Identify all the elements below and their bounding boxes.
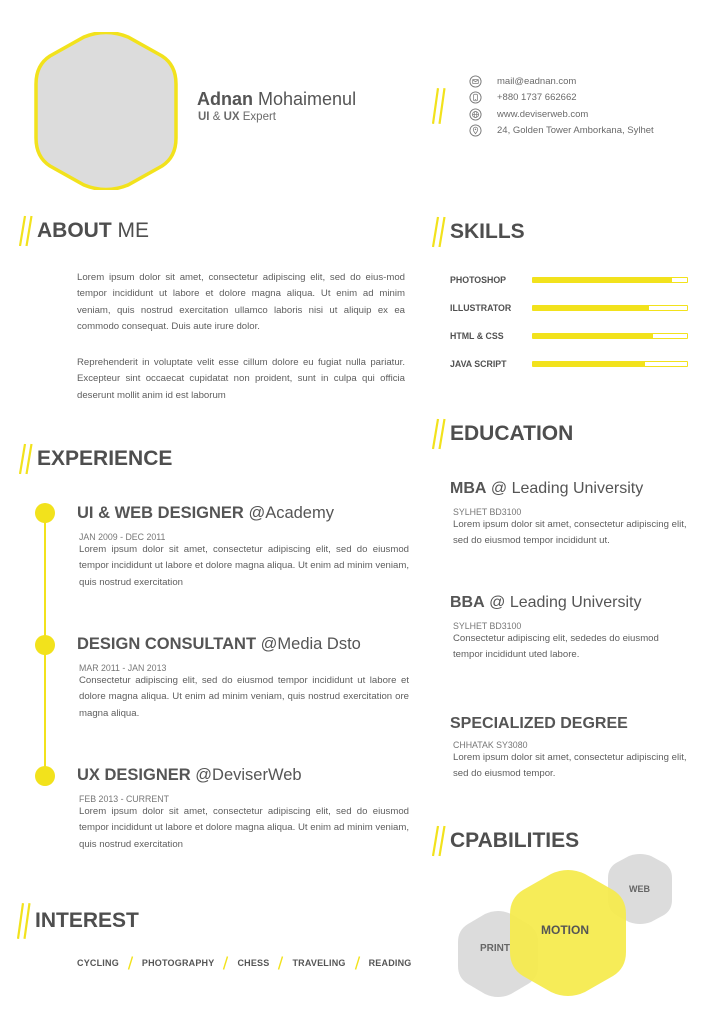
capability-label-motion: MOTION (541, 923, 589, 937)
skills-heading (432, 216, 525, 248)
skill-row (450, 272, 690, 288)
degree-name: BBA (450, 594, 485, 611)
heading-slash (432, 825, 446, 857)
about-heading-rest: ME (117, 219, 150, 242)
interest-list (77, 956, 412, 970)
heading-slash (19, 215, 33, 247)
contact-text: mail@eadnan.com (497, 75, 577, 87)
person-title (198, 111, 276, 123)
title-ui: UI (198, 111, 210, 123)
contact-text: +880 1737 662662 (497, 92, 577, 104)
contact-text: www.deviserweb.com (497, 108, 589, 120)
skill-bar (532, 333, 688, 339)
skill-name: ILLUSTRATOR (450, 303, 512, 313)
timeline-dot (35, 503, 55, 523)
education-description: Lorem ipsum dolor sit amet, consectetur adipiscing elit, sed do eiusmod tempor. (453, 752, 687, 780)
interest-separator (127, 956, 134, 970)
heading-slash (19, 443, 33, 475)
education-location: SYLHET BD3100 (453, 621, 522, 631)
job-entry (77, 635, 409, 722)
education-heading-text: EDUCATION (450, 422, 574, 445)
experience-heading-text: EXPERIENCE (37, 447, 173, 470)
first-name: Adnan (197, 89, 253, 109)
education-item (450, 594, 690, 664)
skill-name: PHOTOSHOP (450, 275, 507, 285)
interest-separator (277, 956, 284, 970)
education-item (450, 715, 690, 783)
job-date: MAR 2011 - JAN 2013 (79, 663, 167, 673)
skill-row (450, 300, 690, 316)
phone-icon (468, 91, 482, 105)
skill-row (450, 356, 690, 372)
job-role: DESIGN CONSULTANT (77, 635, 257, 653)
education-location: CHHATAK SY3080 (453, 740, 528, 750)
job-org: @Academy (248, 504, 334, 522)
about-paragraph-2: Reprehenderit in voluptate velit esse cillum dolore eu fugiat nulla pariatur. Excepteur sint occaecat cupidatat non proident, sunt in culpa qui officia deserunt mollit anim id est laborum (77, 357, 405, 401)
about-heading-bold: ABOUT (37, 219, 112, 242)
education-item (450, 480, 690, 550)
interest-item: TRAVELING (292, 958, 346, 968)
capability-label-print: PRINT (480, 943, 510, 954)
skill-bar (532, 361, 688, 367)
job-date: FEB 2013 - CURRENT (79, 794, 169, 804)
interest-item: READING (368, 958, 412, 968)
contact-list (468, 73, 708, 139)
job-date: JAN 2009 - DEC 2011 (79, 532, 166, 542)
skills-heading-text: SKILLS (450, 220, 525, 243)
skill-fill (533, 362, 645, 366)
job-org: @DeviserWeb (195, 766, 302, 784)
mail-icon (468, 74, 482, 88)
institution: @ Leading University (489, 594, 642, 611)
interest-heading (17, 902, 139, 940)
job-entry (77, 766, 409, 853)
skill-name: HTML & CSS (450, 331, 504, 341)
interest-separator (222, 956, 229, 970)
contact-address (468, 123, 708, 140)
education-description: Consectetur adipiscing elit, sededes do eiusmod tempor incididunt uted labore. (453, 633, 659, 661)
job-role: UX DESIGNER (77, 766, 191, 784)
job-description: Lorem ipsum dolor sit amet, consectetur adipiscing elit, sed do eiusmod tempor incididunt ut labore et dolore magna aliqua. Ut enim ad minim veniam, quis nostrud exercitation (79, 544, 409, 588)
education-location: SYLHET BD3100 (453, 507, 522, 517)
education-heading (432, 418, 573, 450)
contact-text: 24, Golden Tower Amborkana, Sylhet (497, 125, 654, 137)
interest-separator (354, 956, 361, 970)
header-divider-slash (432, 87, 446, 125)
institution: @ Leading University (490, 480, 644, 497)
contact-email[interactable] (468, 73, 708, 90)
person-name (197, 89, 356, 110)
interest-heading-text: INTEREST (35, 909, 139, 932)
heading-slash (432, 216, 446, 248)
job-description: Consectetur adipiscing elit, sed do eiusmod tempor incididunt ut labore et dolore magna aliqua. Ut enim ad minim veniam, quis nostrud exercitation ore magna aliqua. (79, 675, 409, 719)
heading-slash (17, 902, 31, 940)
job-org: @Media Dsto (260, 635, 361, 653)
interest-item: PHOTOGRAPHY (141, 958, 215, 968)
skill-row (450, 328, 690, 344)
about-paragraph-1: Lorem ipsum dolor sit amet, consectetur adipiscing elit, sed do eius-mod tempor incididunt ut labore et dolore magna aliqua. Ut enim ad minim veniam, quis nostrud exercitation ullamco laboris nisi ut aliquip ex ea commodo consequat. Duis aute irure dolor. (77, 272, 405, 333)
education-description: Lorem ipsum dolor sit amet, consectetur adipiscing elit, sed do eiusmod tempor incididunt ut. (453, 519, 687, 547)
interest-item: CHESS (237, 958, 270, 968)
skill-bar (532, 277, 688, 283)
skill-fill (533, 306, 649, 310)
capability-label-web: WEB (629, 884, 650, 894)
degree-name: SPECIALIZED DEGREE (450, 715, 628, 732)
profile-photo-placeholder (32, 32, 180, 190)
job-role: UI & WEB DESIGNER (77, 504, 244, 522)
timeline-dot (35, 635, 55, 655)
contact-website[interactable] (468, 106, 708, 123)
heading-slash (432, 418, 446, 450)
skill-fill (533, 278, 672, 282)
job-entry (77, 504, 409, 591)
location-pin-icon (468, 124, 482, 138)
skill-name: JAVA SCRIPT (450, 359, 507, 369)
title-rest: Expert (242, 111, 277, 123)
job-description: Lorem ipsum dolor sit amet, consectetur adipiscing elit, sed do eiusmod tempor incididunt ut labore et dolore magna aliqua. Ut enim ad minim veniam, quis nostrud exercitation (79, 806, 409, 850)
experience-heading (19, 443, 172, 475)
degree-name: MBA (450, 480, 487, 497)
about-heading (19, 215, 149, 247)
contact-phone[interactable] (468, 90, 708, 107)
capabilities-heading-text: CPABILITIES (450, 829, 580, 852)
timeline-dot (35, 766, 55, 786)
title-ux: UX (223, 111, 240, 123)
skill-fill (533, 334, 653, 338)
interest-item: CYCLING (77, 958, 119, 968)
title-amp: & (212, 111, 221, 123)
skill-bar (532, 305, 688, 311)
globe-icon (468, 107, 482, 121)
last-name: Mohaimenul (258, 89, 357, 109)
